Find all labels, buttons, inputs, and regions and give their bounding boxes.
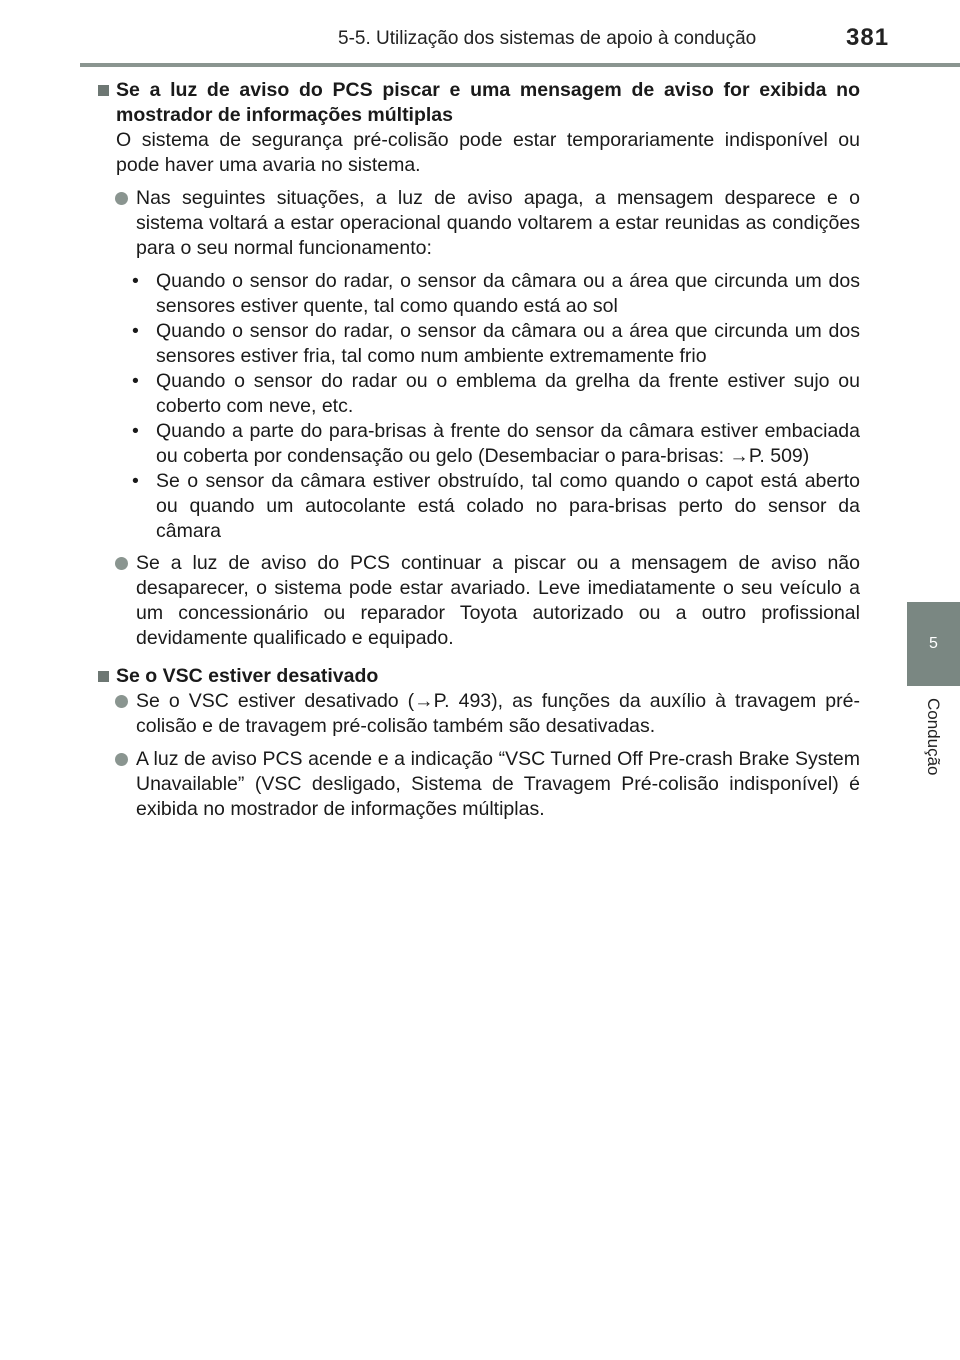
- chapter-tab[interactable]: [907, 602, 960, 686]
- circle-bullet-icon: [115, 192, 128, 205]
- section-body: O sistema de segurança pré-colisão pode estar temporariamente indisponível ou pode haver uma avaria no sistema.: [116, 129, 860, 176]
- sub-list-item: [96, 419, 860, 469]
- chapter-label: Condução: [924, 698, 943, 776]
- circle-bullet-icon: [115, 753, 128, 766]
- list-item: [96, 551, 860, 651]
- heading-text: Se o VSC estiver desativado: [116, 665, 379, 687]
- section-heading: [96, 664, 860, 689]
- sub-list-item: [96, 469, 860, 544]
- page-number: 381: [846, 24, 890, 51]
- list-item-text: A luz de aviso PCS acende e a indicação “VSC Turned Off Pre-crash Brake System Unavailable” (VSC desligado, Sistema de Travagem Pré-colisão indisponível) é exibida no mostrador de informações múltiplas.: [136, 748, 860, 820]
- circle-bullet-icon: [115, 695, 128, 708]
- page-content: [96, 78, 860, 830]
- circle-bullet-icon: [115, 557, 128, 570]
- heading-text: Se a luz de aviso do PCS piscar e uma mensagem de aviso for exibida no mostrador de informações múltiplas: [116, 79, 860, 126]
- sub-list: [96, 269, 860, 544]
- section-title: 5-5. Utilização dos sistemas de apoio à condução: [338, 28, 757, 49]
- list-item: [96, 747, 860, 822]
- chapter-number: 5: [929, 635, 938, 652]
- dot-bullet-icon: •: [132, 370, 139, 392]
- dot-bullet-icon: •: [132, 420, 139, 442]
- dot-bullet-icon: •: [132, 470, 139, 492]
- list-item-text: Se o VSC estiver desativado (→P. 493), as funções da auxílio à travagem pré-colisão e de travagem pré-colisão também são desativadas.: [136, 690, 860, 737]
- list-item: [96, 186, 860, 261]
- header-divider: [80, 63, 960, 67]
- square-bullet-icon: [98, 671, 109, 682]
- dot-bullet-icon: •: [132, 320, 139, 342]
- list-item: [96, 689, 860, 739]
- dot-bullet-icon: •: [132, 270, 139, 292]
- list-item-text: Se a luz de aviso do PCS continuar a piscar ou a mensagem de aviso não desaparecer, o sistema pode estar avariado. Leve imediatamente o seu veículo a um concessionário ou reparador Toyota autorizado ou a outro profissional devidamente qualificado e equipado.: [136, 552, 860, 649]
- sub-item-text: Quando o sensor do radar ou o emblema da grelha da frente estiver sujo ou coberto com neve, etc.: [156, 370, 860, 417]
- list-item-text: Nas seguintes situações, a luz de aviso apaga, a mensagem desparece e o sistema voltará a estar operacional quando voltarem a estar reunidas as condições para o seu normal funcionamento:: [136, 187, 860, 259]
- sub-item-text: Quando o sensor do radar, o sensor da câmara ou a área que circunda um dos sensores estiver fria, tal como num ambiente extremamente frio: [156, 320, 860, 367]
- sub-item-text: Se o sensor da câmara estiver obstruído, tal como quando o capot está aberto ou quando um autocolante está colado no para-brisas perto do sensor da câmara: [156, 470, 860, 542]
- square-bullet-icon: [98, 85, 109, 96]
- sub-list-item: [96, 269, 860, 319]
- sub-list-item: [96, 369, 860, 419]
- sub-item-text: Quando o sensor do radar, o sensor da câmara ou a área que circunda um dos sensores estiver quente, tal como quando está ao sol: [156, 270, 860, 317]
- section-heading: [96, 78, 860, 128]
- sub-item-text: Quando a parte do para-brisas à frente do sensor da câmara estiver embaciada ou coberta por condensação ou gelo (Desembaciar o para-brisas: →P. 509): [156, 420, 860, 467]
- sub-list-item: [96, 319, 860, 369]
